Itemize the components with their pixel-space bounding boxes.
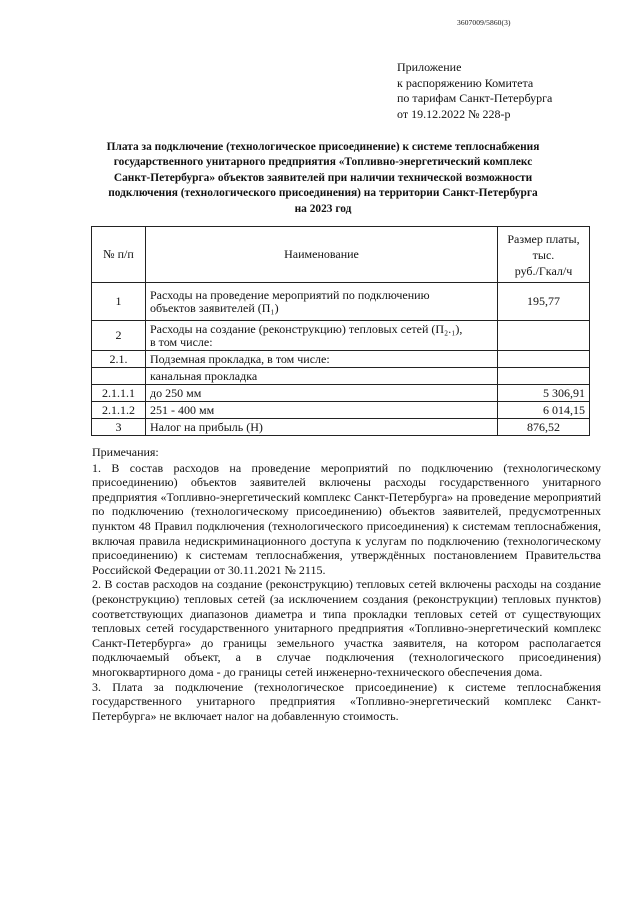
- title-line: подключения (технологического присоединения) на территории Санкт-Петербурга: [108, 187, 538, 200]
- fee-table: [91, 226, 590, 436]
- row-num: [92, 368, 146, 385]
- row-name: до 250 мм: [146, 385, 498, 402]
- table-row: [92, 368, 590, 385]
- table-row: [92, 385, 590, 402]
- title-line: Плата за подключение (технологическое присоединение) к системе теплоснабжения: [106, 141, 540, 153]
- row-value: [498, 321, 590, 351]
- row-value: 6 014,15: [498, 402, 590, 419]
- notes-heading: Примечания:: [92, 445, 159, 459]
- table-row: [92, 283, 590, 321]
- title-line: Санкт-Петербурга» объектов заявителей при наличии технической возможности: [113, 171, 533, 184]
- row-value: 195,77: [498, 283, 590, 321]
- appendix-block: [397, 60, 552, 122]
- table-row: [92, 321, 590, 351]
- row-name: Подземная прокладка, в том числе:: [146, 351, 498, 368]
- row-value: 5 306,91: [498, 385, 590, 402]
- row-num: 2: [92, 321, 146, 351]
- note-item: 2. В состав расходов на создание (реконструкцию) тепловых сетей включены расходы на создание (реконструкцию) тепловых сетей (за исключением создания (реконструкции) тепловых пунктов) соответствующих диапазонов диаметра и типа прокладки тепловых сетей от существующих тепловых сетей государственного унитарного предприятия «Топливно-энергетический комплекс Санкт-Петербурга» до границы земельного участка заявителя, на котором располагается подключаемый объект, а в случае подключения (технологического присоединения) многоквартирного дома - до границы сетей инженерно-технического обеспечения дома.: [92, 577, 601, 679]
- title-line: на 2023 год: [294, 202, 352, 215]
- table-row: [92, 419, 590, 436]
- row-name: Налог на прибыль (Н): [146, 419, 498, 436]
- row-value: [498, 368, 590, 385]
- appendix-line: Приложение: [397, 60, 462, 74]
- table-header-row: [92, 227, 590, 283]
- row-value: [498, 351, 590, 368]
- header-name: Наименование: [146, 227, 498, 283]
- document-code: 3607009/5860(3): [457, 18, 511, 27]
- note-item: 3. Плата за подключение (технологическое присоединение) к системе теплоснабжения государственного унитарного предприятия «Топливно-энергетический комплекс Санкт-Петербурга» не включает налог на добавленную стоимость.: [92, 679, 601, 723]
- row-name: Расходы на создание (реконструкцию) тепловых сетей (П₂.₁), в том числе:: [146, 321, 498, 351]
- row-num: 3: [92, 419, 146, 436]
- header-num: № п/п: [92, 227, 146, 283]
- row-num: 1: [92, 283, 146, 321]
- document-title: [92, 140, 554, 217]
- table-row: [92, 402, 590, 419]
- row-name: канальная прокладка: [146, 368, 498, 385]
- row-value: 876,52: [498, 419, 590, 436]
- header-price: Размер платы, тыс. руб./Гкал/ч: [498, 227, 590, 283]
- appendix-line: по тарифам Санкт-Петербурга: [397, 91, 553, 105]
- row-name: Расходы на проведение мероприятий по подключению объектов заявителей (П₁): [146, 283, 498, 321]
- row-name: 251 - 400 мм: [146, 402, 498, 419]
- note-item: 1. В состав расходов на проведение мероприятий по подключению (технологическому присоединению) объектов заявителей включены расходы государственного унитарного предприятия «Топливно-энергетический комплекс Санкт-Петербурга» на проведение мероприятий по подключению (технологическому присоединению) объектов заявителей, предусмотренных пунктом 48 Правил подключения (технологического присоединения) к системам теплоснабжения, включая правила недискриминационного доступа к услугам по подключению (технологическому присоединению) к системам теплоснабжения, утверждённых постановлением Правительства Российской Федерации от 30.11.2021 № 2115.: [92, 460, 601, 577]
- row-num: 2.1.1.1: [92, 385, 146, 402]
- table-row: [92, 351, 590, 368]
- title-line: государственного унитарного предприятия «Топливно-энергетический комплекс: [113, 156, 533, 169]
- row-num: 2.1.1.2: [92, 402, 146, 419]
- row-num: 2.1.: [92, 351, 146, 368]
- appendix-line: от 19.12.2022 № 228-р: [397, 106, 511, 121]
- notes-section: [92, 445, 601, 723]
- appendix-line: к распоряжению Комитета: [397, 75, 534, 90]
